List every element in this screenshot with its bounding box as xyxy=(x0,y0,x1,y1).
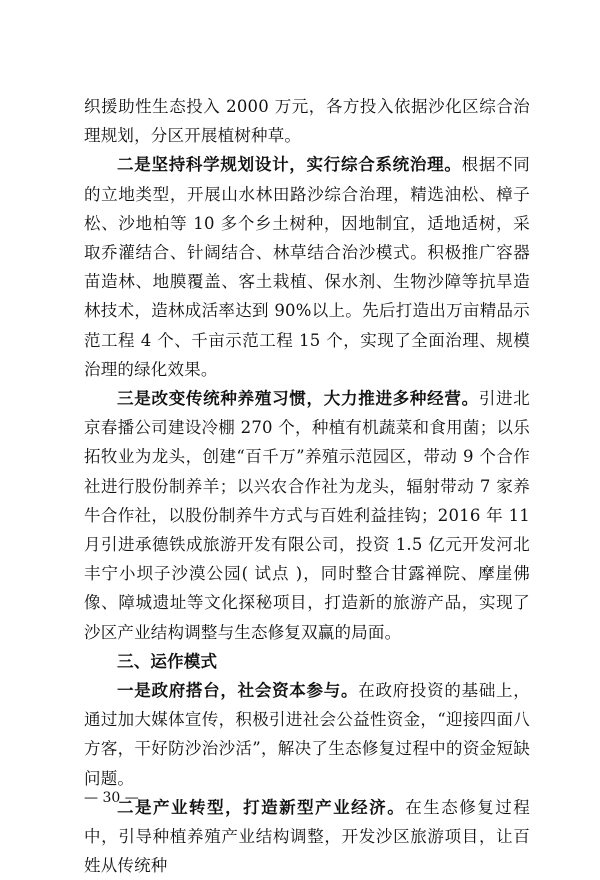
section-heading-operation-mode xyxy=(84,647,530,676)
paragraph-text: 织援助性生态投入 2000 万元，各方投入依据沙化区综合治理规划，分区开展植树种草。 xyxy=(84,97,530,146)
page-number: — 30 — xyxy=(84,790,139,806)
paragraph-diversified-operations xyxy=(84,384,530,647)
paragraph-text: 根据不同的立地类型，开展山水林田路沙综合治理，精选油松、樟子松、沙地柏等 10 多个乡土树种，因地制宜，适地适树，采取乔灌结合、针阔结合、林草结合治沙模式。积极推广容器苗造林、地膜覆盖、客土栽植、保水剂、生物沙障等抗旱造林技术，造林成活率达到 90%以上。先后打造出万亩精品示范工程 4 个、千亩示范工程 15 个，实现了全面治理、规模治理的绿化效果。 xyxy=(84,155,530,379)
paragraph-lead: 二是产业转型，打造新型产业经济。 xyxy=(117,797,406,817)
paragraph-text: 引进北京春播公司建设冷棚 270 个，种植有机蔬菜和食用菌；以乐拓牧业为龙头，创建“百千万”养殖示范园区，带动 9 个合作社进行股份制养羊；以兴农合作社为龙头，辐射带动 7 家养牛合作社，以股份制养牛方式与百姓利益挂钩；2016 年 11 月引进承德铁成旅游开发有限公司，投资 1.5 亿元开发河北丰宁小坝子沙漠公园( 试点 )，同时整合甘露禅院、摩崖佛像、障城遗址等文化探秘项目，打造新的旅游产品，实现了沙区产业结构调整与生态修复双赢的局面。 xyxy=(84,389,530,642)
section-heading: 三、运作模式 xyxy=(117,651,218,671)
paragraph-industrial-transformation xyxy=(84,793,530,880)
document-body xyxy=(84,92,530,880)
paragraph-text: 在生态修复过程中，引导种植养殖产业结构调整，开发沙区旅游项目，让百姓从传统种 xyxy=(84,797,530,876)
paragraph-text: 在政府投资的基础上，通过加大媒体宣传，积极引进社会公益性资金，“迎接四面八方客，干好防沙治沙活”，解决了生态修复过程中的资金短缺问题。 xyxy=(84,681,530,788)
paragraph-lead: 一是政府搭台，社会资本参与。 xyxy=(117,681,359,701)
paragraph-lead: 三是改变传统种养殖习惯，大力推进多种经营。 xyxy=(117,389,479,409)
paragraph-lead: 二是坚持科学规划设计，实行综合系统治理。 xyxy=(117,155,462,175)
paragraph-continuation xyxy=(84,92,530,150)
paragraph-planning xyxy=(84,150,530,384)
paragraph-government-platform xyxy=(84,676,530,793)
